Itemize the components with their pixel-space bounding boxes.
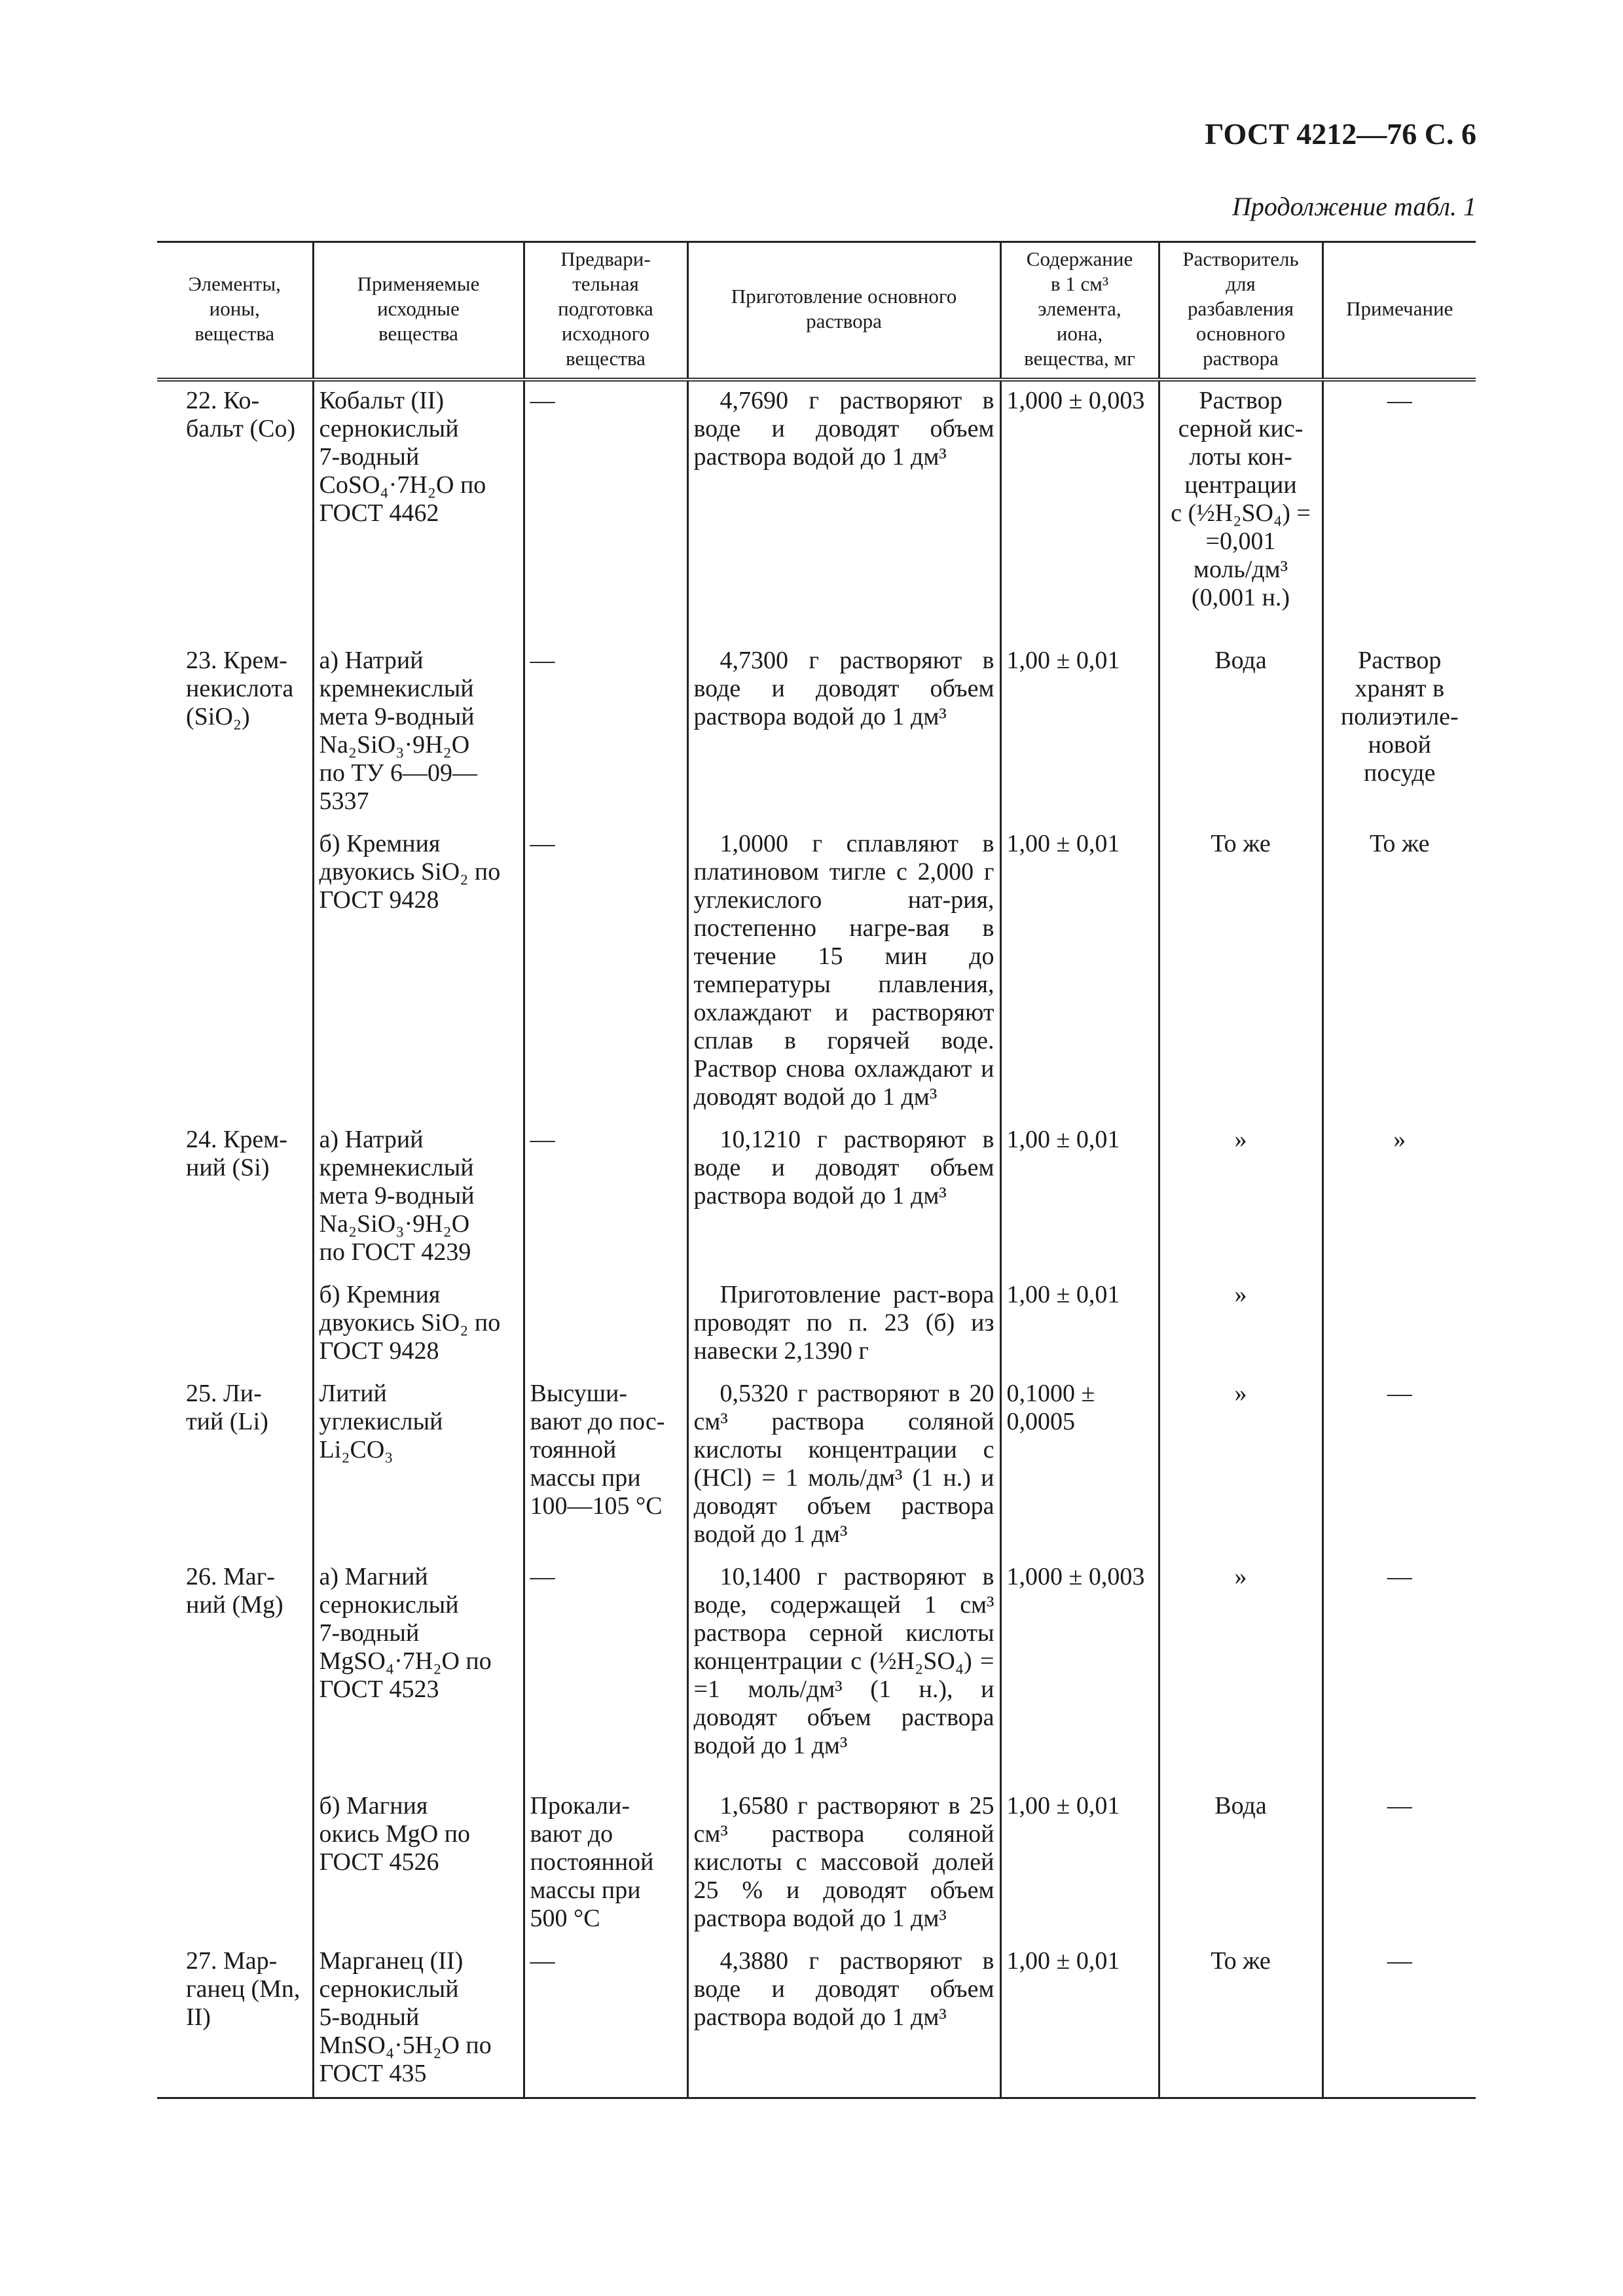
col-header-substance: Применяемые исходные вещества xyxy=(313,242,524,380)
cell-procedure: 10,1210 г растворяют в воде и доводят объем раствора водой до 1 дм³ xyxy=(687,1121,1000,1276)
cell-element xyxy=(157,825,313,1121)
table-row xyxy=(157,1276,1476,1374)
cell-content: 1,00 ± 0,01 xyxy=(1000,1276,1159,1374)
col-header-prep: Предвари- тельная подготовка исходного вещества xyxy=(524,242,687,380)
cell-element: 26. Маг- ний (Mg) xyxy=(186,1563,283,1619)
cell-solvent: Раствор серной кис- лоты кон- центрации c (½H₂SO₄) = =0,001 моль/дм³ (0,001 н.) xyxy=(1159,380,1322,641)
cell-procedure: Приготовление раст-вора проводят по п. 23 (б) из навески 2,1390 г xyxy=(687,1276,1000,1374)
cell-substance: а) Магний сернокислый 7-водный MgSO₄·7H₂O по ГОСТ 4523 xyxy=(313,1558,524,1787)
cell-prep xyxy=(524,1276,687,1374)
cell-substance: б) Магния окись MgO по ГОСТ 4526 xyxy=(313,1787,524,1942)
cell-solvent: » xyxy=(1159,1558,1322,1787)
cell-note: » xyxy=(1322,1121,1476,1276)
col-header-content: Содержание в 1 см³ элемента, иона, вещества, мг xyxy=(1000,242,1159,380)
col-header-procedure: Приготовление основного раствора xyxy=(687,242,1000,380)
cell-content: 1,000 ± 0,003 xyxy=(1000,380,1159,641)
cell-procedure: 1,6580 г растворяют в 25 см³ раствора соляной кислоты с массовой долей 25 % и доводят объем раствора водой до 1 дм³ xyxy=(687,1787,1000,1942)
cell-element: 24. Крем- ний (Si) xyxy=(186,1126,287,1181)
cell-substance: а) Натрий кремнекислый мета 9-водный Na₂SiO₃·9H₂O по ГОСТ 4239 xyxy=(313,1121,524,1276)
cell-element: 27. Мар- ганец (Mn, II) xyxy=(157,1942,313,2098)
cell-solvent: То же xyxy=(1159,825,1322,1121)
table-header-row xyxy=(157,242,1476,380)
cell-solvent: То же xyxy=(1159,1942,1322,2098)
cell-content: 1,00 ± 0,01 xyxy=(1000,825,1159,1121)
reagents-table xyxy=(157,241,1476,2099)
cell-prep: Высуши- вают до пос- тоянной массы при 100—105 °C xyxy=(524,1374,687,1558)
cell-note: Раствор хранят в полиэтиле- новой посуде xyxy=(1322,641,1476,825)
cell-substance: б) Кремния двуокись SiO₂ по ГОСТ 9428 xyxy=(313,825,524,1121)
cell-content: 1,00 ± 0,01 xyxy=(1000,1121,1159,1276)
table-row xyxy=(157,1374,1476,1558)
page-header: ГОСТ 4212—76 С. 6 xyxy=(1205,117,1476,151)
cell-content: 1,00 ± 0,01 xyxy=(1000,1942,1159,2098)
table-row xyxy=(157,1787,1476,1942)
cell-prep: — xyxy=(524,1942,687,2098)
cell-procedure: 4,7690 г растворяют в воде и доводят объем раствора водой до 1 дм³ xyxy=(687,380,1000,641)
cell-solvent: Вода xyxy=(1159,1787,1322,1942)
cell-procedure: 1,0000 г сплавляют в платиновом тигле с 2,000 г углекислого нат-рия, постепенно нагре-вая в течение 15 мин до температуры плавления, охлаждают и растворяют сплав в горячей воде. Раствор снова охлаждают и доводят водой до 1 дм³ xyxy=(687,825,1000,1121)
cell-procedure: 0,5320 г растворяют в 20 см³ раствора соляной кислоты концентрации c (HCl) = 1 моль/дм³ (1 н.) и доводят объем раствора водой до 1 дм³ xyxy=(687,1374,1000,1558)
cell-solvent: » xyxy=(1159,1374,1322,1558)
cell-note xyxy=(1322,1276,1476,1374)
cell-solvent: » xyxy=(1159,1276,1322,1374)
col-header-solvent: Растворитель для разбавления основного раствора xyxy=(1159,242,1322,380)
cell-solvent: » xyxy=(1159,1121,1322,1276)
cell-prep: — xyxy=(524,1558,687,1787)
cell-element: 23. Крем- некислота (SiO₂) xyxy=(186,647,294,730)
table-row xyxy=(157,641,1476,825)
cell-substance: Литий углекислый Li₂CO₃ xyxy=(313,1374,524,1558)
cell-note: — xyxy=(1322,1787,1476,1942)
cell-prep: — xyxy=(524,641,687,825)
cell-substance: Марганец (II) сернокислый 5-водный MnSO₄·5H₂O по ГОСТ 435 xyxy=(313,1942,524,2098)
cell-procedure: 4,7300 г растворяют в воде и доводят объем раствора водой до 1 дм³ xyxy=(687,641,1000,825)
cell-element xyxy=(157,1787,313,1942)
cell-prep: — xyxy=(524,1121,687,1276)
cell-note: То же xyxy=(1322,825,1476,1121)
cell-procedure: 4,3880 г растворяют в воде и доводят объем раствора водой до 1 дм³ xyxy=(687,1942,1000,2098)
table-row xyxy=(157,1121,1476,1276)
table-row xyxy=(157,380,1476,641)
cell-substance: б) Кремния двуокись SiO₂ по ГОСТ 9428 xyxy=(313,1276,524,1374)
col-header-note: Примечание xyxy=(1322,242,1476,380)
cell-element xyxy=(157,1276,313,1374)
cell-content: 0,1000 ± 0,0005 xyxy=(1000,1374,1159,1558)
cell-prep: — xyxy=(524,825,687,1121)
cell-content: 1,00 ± 0,01 xyxy=(1000,1787,1159,1942)
cell-content: 1,000 ± 0,003 xyxy=(1000,1558,1159,1787)
cell-solvent: Вода xyxy=(1159,641,1322,825)
cell-element: 22. Ко- бальт (Co) xyxy=(186,387,296,442)
cell-element: 25. Ли- тий (Li) xyxy=(186,1380,268,1435)
cell-content: 1,00 ± 0,01 xyxy=(1000,641,1159,825)
cell-note: — xyxy=(1322,1374,1476,1558)
cell-note: — xyxy=(1322,1942,1476,2098)
cell-note: — xyxy=(1322,380,1476,641)
cell-prep: — xyxy=(524,380,687,641)
col-header-element: Элементы, ионы, вещества xyxy=(157,242,313,380)
table-continuation-label: Продолжение табл. 1 xyxy=(1231,192,1476,221)
table-row xyxy=(157,1942,1476,2098)
cell-substance: Кобальт (II) сернокислый 7-водный CoSO₄·7H₂O по ГОСТ 4462 xyxy=(313,380,524,641)
table-row xyxy=(157,1558,1476,1787)
cell-procedure: 10,1400 г растворяют в воде, содержащей 1 см³ раствора серной кислоты концентрации c (½H₂SO₄) = =1 моль/дм³ (1 н.), и доводят объем раствора водой до 1 дм³ xyxy=(687,1558,1000,1787)
cell-note: — xyxy=(1322,1558,1476,1787)
cell-substance: а) Натрий кремнекислый мета 9-водный Na₂SiO₃·9H₂O по ТУ 6—09—5337 xyxy=(313,641,524,825)
table-row xyxy=(157,825,1476,1121)
cell-prep: Прокали- вают до постоянной массы при 500 °C xyxy=(524,1787,687,1942)
